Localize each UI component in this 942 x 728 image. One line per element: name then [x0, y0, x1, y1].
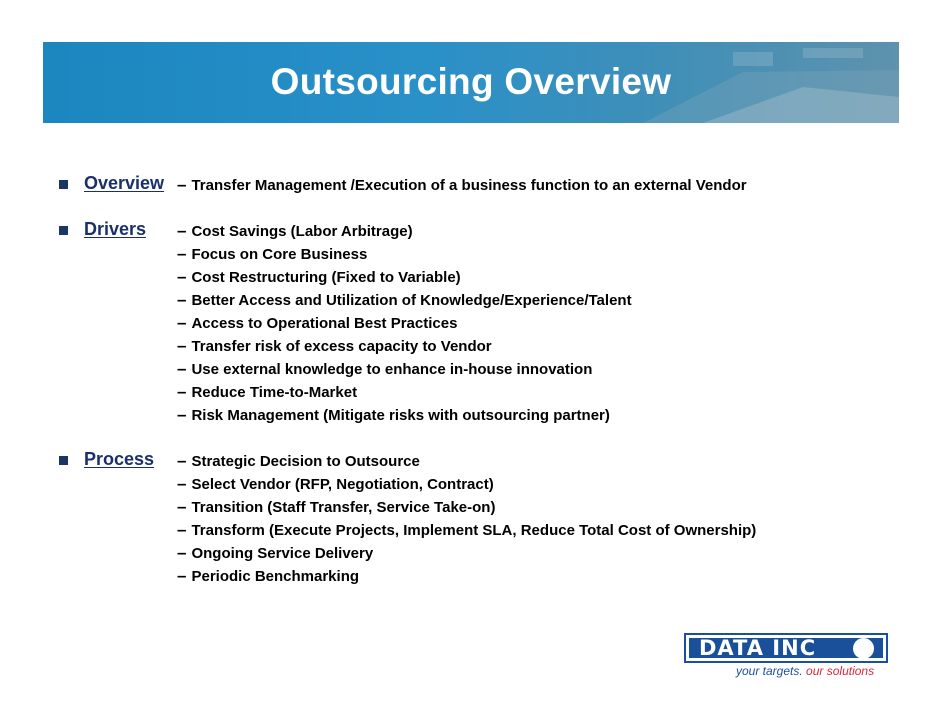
list-item [177, 406, 610, 425]
dash-marker: – [177, 405, 187, 424]
company-logo [684, 633, 888, 681]
list-item [177, 337, 492, 356]
item-text: Transition (Staff Transfer, Service Take-on) [191, 499, 496, 516]
item-text: Risk Management (Mitigate risks with outsourcing partner) [191, 407, 610, 424]
square-bullet-icon [59, 456, 68, 465]
item-text: Access to Operational Best Practices [191, 315, 458, 332]
dash-marker: – [177, 221, 187, 240]
list-item [177, 567, 359, 586]
logo-wordmark-box [684, 633, 888, 663]
dash-marker: – [177, 497, 187, 516]
list-item [177, 360, 592, 379]
logo-wordmark: DATA INC [699, 636, 817, 660]
list-item [177, 475, 494, 494]
item-text: Use external knowledge to enhance in-house innovation [191, 361, 593, 378]
square-bullet-icon [59, 180, 68, 189]
tagline-part1: your targets. [736, 664, 803, 678]
list-item [177, 176, 747, 195]
dash-marker: – [177, 359, 187, 378]
globe-icon [853, 638, 874, 659]
tagline-part2: our solutions [806, 664, 875, 678]
list-item [177, 222, 413, 241]
square-bullet-icon [59, 226, 68, 235]
dash-marker: – [177, 290, 187, 309]
logo-tagline [736, 664, 874, 678]
item-text: Select Vendor (RFP, Negotiation, Contract) [191, 476, 494, 493]
dash-marker: – [177, 382, 187, 401]
item-text: Reduce Time-to-Market [191, 384, 358, 401]
list-item [177, 245, 367, 264]
dash-marker: – [177, 543, 187, 562]
item-text: Ongoing Service Delivery [191, 545, 374, 562]
item-text: Transfer Management /Execution of a business function to an external Vendor [191, 177, 747, 194]
dash-marker: – [177, 451, 187, 470]
section-heading: Process [84, 449, 155, 469]
list-item [177, 498, 495, 517]
section-heading: Drivers [84, 219, 147, 239]
item-text: Periodic Benchmarking [191, 568, 360, 585]
item-text: Focus on Core Business [191, 246, 368, 263]
dash-marker: – [177, 244, 187, 263]
list-item [177, 452, 420, 471]
dash-marker: – [177, 474, 187, 493]
list-item [177, 383, 357, 402]
item-text: Better Access and Utilization of Knowledge/Experience/Talent [191, 292, 632, 309]
item-text: Cost Savings (Labor Arbitrage) [191, 223, 413, 240]
section-heading: Overview [84, 173, 165, 193]
item-text: Cost Restructuring (Fixed to Variable) [191, 269, 461, 286]
list-item [177, 314, 457, 333]
item-text: Transfer risk of excess capacity to Vendor [191, 338, 492, 355]
item-text: Strategic Decision to Outsource [191, 453, 420, 470]
slide-title: Outsourcing Overview [270, 60, 672, 102]
dash-marker: – [177, 520, 187, 539]
dash-marker: – [177, 313, 187, 332]
list-item [177, 521, 756, 540]
dash-marker: – [177, 566, 187, 585]
dash-marker: – [177, 267, 187, 286]
list-item [177, 291, 632, 310]
dash-marker: – [177, 336, 187, 355]
title-banner [43, 42, 899, 123]
dash-marker: – [177, 175, 187, 194]
list-item [177, 268, 461, 287]
item-text: Transform (Execute Projects, Implement SLA, Reduce Total Cost of Ownership) [191, 522, 757, 539]
list-item [177, 544, 373, 563]
